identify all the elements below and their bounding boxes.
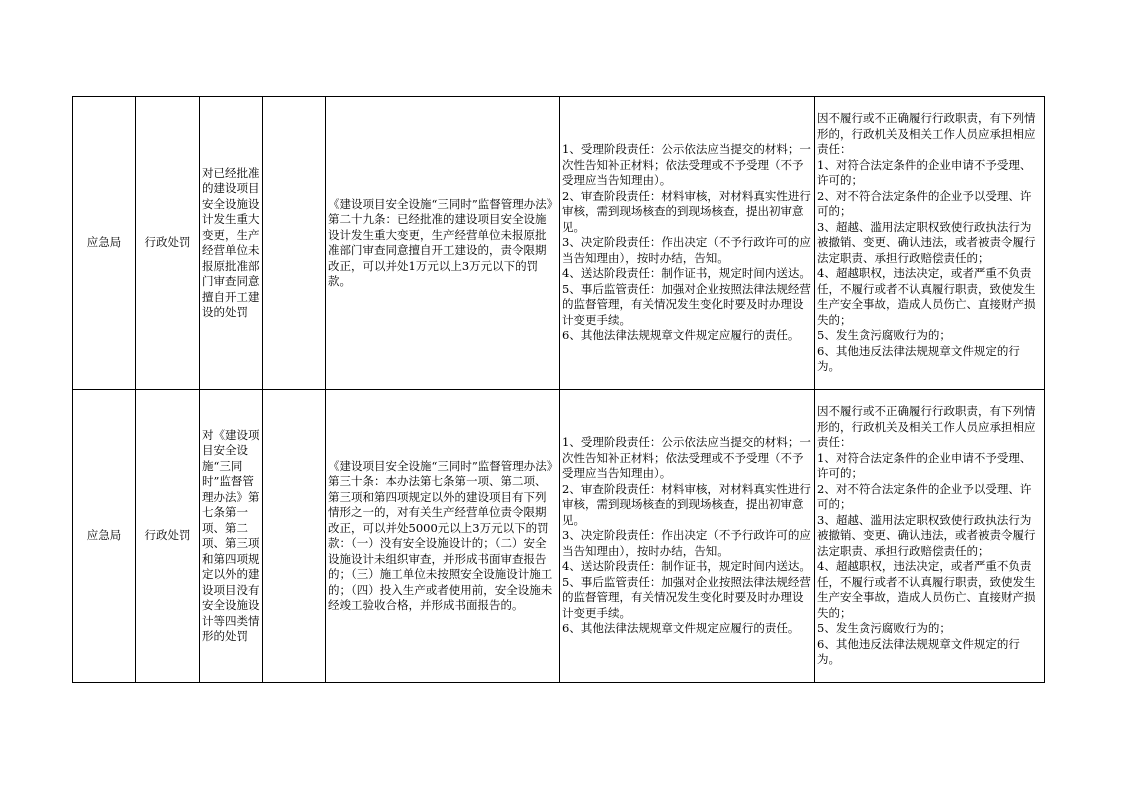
liability-item: 因不履行或不正确履行行政职责，有下列情形的，行政机关及相关工作人员应承担相应责任： [817, 111, 1036, 157]
duty-item: 3、决定阶段责任：作出决定（不予行政许可的应当告知理由），按时办结，告知。 [562, 235, 811, 265]
liability-item: 3、超越、滥用法定职权致使行政执法行为被撤销、变更、确认违法，或者被责令履行法定职责、承担行政赔偿责任的； [817, 219, 1036, 265]
legal-basis-cell: 《建设项目安全设施“三同时”监督管理办法》第三十条：本办法第七条第一项、第二项、第三项和第四项规定以外的建设项目有下列情形之一的，对有关生产经营单位责令限期改正，可以并处5000元以上3万元以下的罚款：（一）没有安全设施设计的；（二）安全设施设计未组织审查，并形成书面审查报告的；（三）施工单位未按照安全设施设计施工的；（四）投入生产或者使用前，安全设施未经竣工验收合格，并形成书面报告的。 [326, 390, 560, 683]
duty-item: 1、受理阶段责任：公示依法应当提交的材料；一次性告知补正材料；依法受理或不予受理（不予受理应当告知理由）。 [562, 435, 811, 481]
liability-item: 5、发生贪污腐败行为的； [817, 328, 951, 343]
duties-cell [560, 390, 815, 683]
department-cell: 应急局 [73, 97, 136, 390]
liability-item: 因不履行或不正确履行行政职责，有下列情形的，行政机关及相关工作人员应承担相应责任： [817, 404, 1036, 450]
liability-cell [815, 390, 1045, 683]
table-row [73, 97, 1045, 390]
power-list-table [72, 96, 1045, 683]
liability-item: 1、对符合法定条件的企业申请不予受理、许可的； [817, 450, 1032, 481]
duty-item: 4、送达阶段责任：制作证书，规定时间内送达。 [562, 559, 811, 574]
liability-item: 2、对不符合法定条件的企业予以受理、许可的； [817, 188, 1032, 219]
liability-item: 4、超越职权，违法决定，或者严重不负责任，不履行或者不认真履行职责，致使发生生产安全事故，造成人员伤亡、直接财产损失的； [817, 266, 1036, 327]
table-row [73, 390, 1045, 683]
liability-item: 5、发生贪污腐败行为的； [817, 621, 951, 636]
duty-item: 5、事后监管责任：加强对企业按照法律法规经营的监督管理，有关情况发生变化时要及时办理设计变更手续。 [562, 281, 811, 327]
category-cell: 行政处罚 [136, 390, 200, 683]
item-name-cell: 对《建设项目安全设施“三同时”监督管理办法》第七条第一项、第二项、第三项和第四项规定以外的建设项目没有安全设施设计等四类情形的处罚 [200, 390, 263, 683]
liability-item: 1、对符合法定条件的企业申请不予受理、许可的； [817, 157, 1032, 188]
duty-item: 4、送达阶段责任：制作证书，规定时间内送达。 [562, 266, 811, 281]
sub-item-cell [263, 97, 326, 390]
liability-item: 6、其他违反法律法规规章文件规定的行为。 [817, 343, 1020, 374]
category-cell: 行政处罚 [136, 97, 200, 390]
liability-item: 6、其他违反法律法规规章文件规定的行为。 [817, 636, 1020, 667]
duty-item: 2、审查阶段责任：材料审核，对材料真实性进行审核，需到现场核查的到现场核查，提出初审意见。 [562, 481, 811, 527]
duty-item: 6、其他法律法规规章文件规定应履行的责任。 [562, 328, 800, 343]
legal-basis-cell: 《建设项目安全设施“三同时”监督管理办法》第二十九条：已经批准的建设项目安全设施设计发生重大变更，生产经营单位未报原批准部门审查同意擅自开工建设的，责令限期改正，可以并处1万元以上3万元以下的罚款。 [326, 97, 560, 390]
liability-cell [815, 97, 1045, 390]
department-cell: 应急局 [73, 390, 136, 683]
liability-item: 2、对不符合法定条件的企业予以受理、许可的； [817, 481, 1032, 512]
liability-item: 4、超越职权，违法决定，或者严重不负责任，不履行或者不认真履行职责，致使发生生产安全事故，造成人员伤亡、直接财产损失的； [817, 559, 1036, 620]
duty-item: 3、决定阶段责任：作出决定（不予行政许可的应当告知理由），按时办结，告知。 [562, 528, 811, 558]
duty-item: 6、其他法律法规规章文件规定应履行的责任。 [562, 621, 800, 636]
liability-item: 3、超越、滥用法定职权致使行政执法行为被撤销、变更、确认违法，或者被责令履行法定职责、承担行政赔偿责任的； [817, 512, 1036, 558]
duties-cell [560, 97, 815, 390]
duty-item: 5、事后监管责任：加强对企业按照法律法规经营的监督管理，有关情况发生变化时要及时办理设计变更手续。 [562, 574, 811, 620]
sub-item-cell [263, 390, 326, 683]
duty-item: 1、受理阶段责任：公示依法应当提交的材料；一次性告知补正材料；依法受理或不予受理（不予受理应当告知理由）。 [562, 142, 811, 188]
item-name-cell: 对已经批准的建设项目安全设施设计发生重大变更，生产经营单位未报原批准部门审查同意擅自开工建设的处罚 [200, 97, 263, 390]
duty-item: 2、审查阶段责任：材料审核，对材料真实性进行审核，需到现场核查的到现场核查，提出初审意见。 [562, 188, 811, 234]
